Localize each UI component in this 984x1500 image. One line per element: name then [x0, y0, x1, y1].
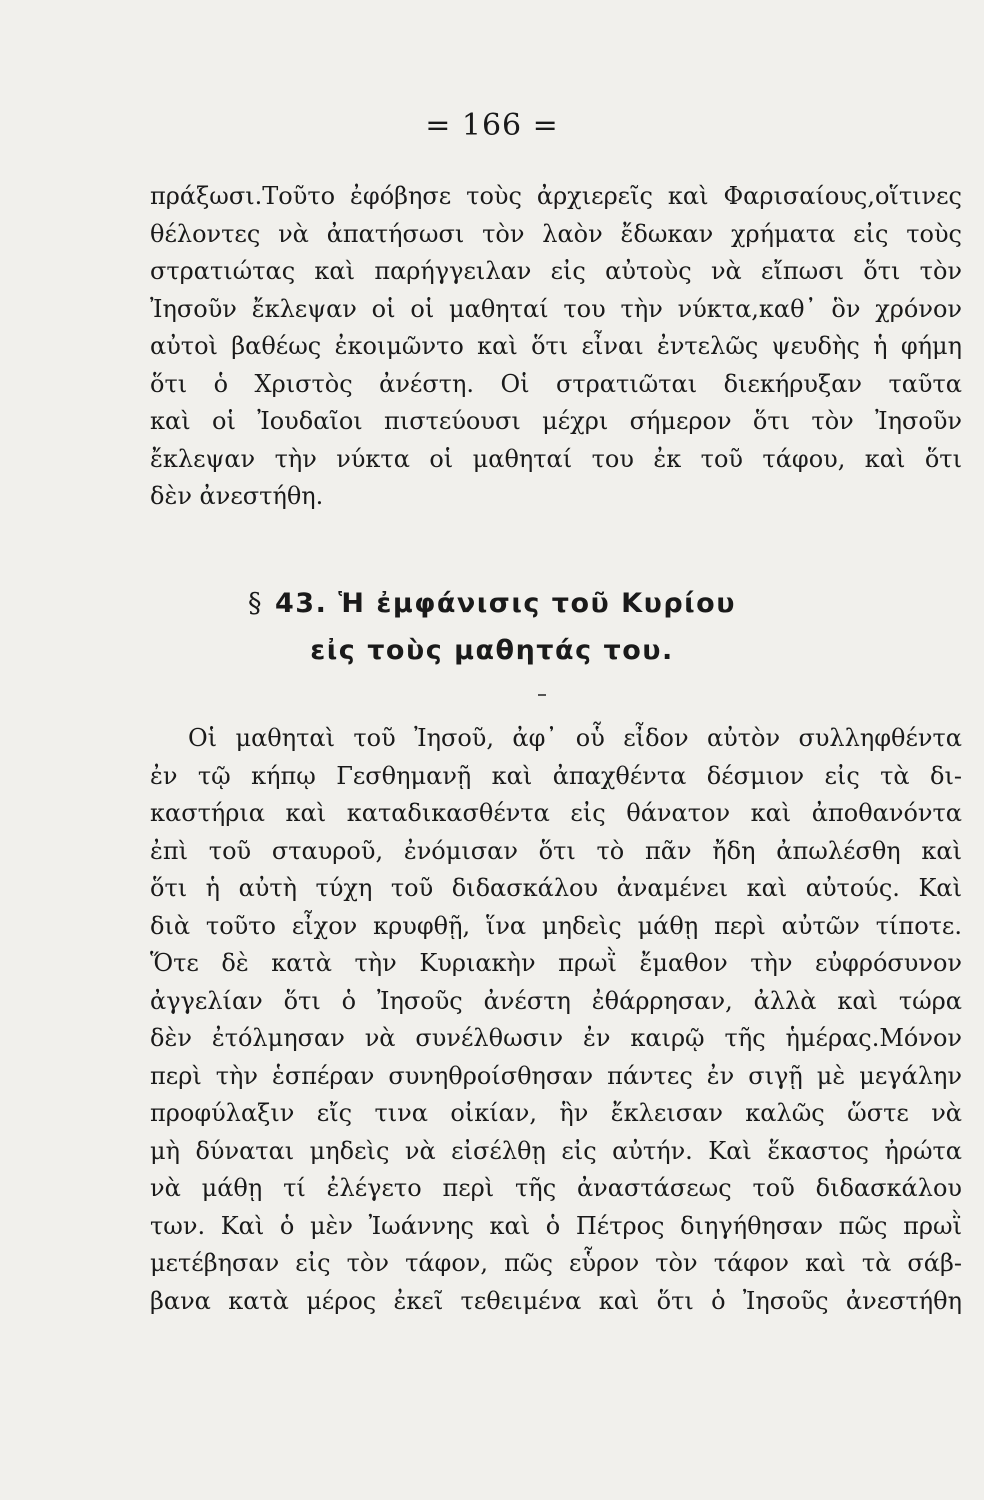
text-line: αὐτοὶ βαθέως ἐκοιμῶντο καὶ ὅτι εἶναι ἐντελῶς ψευδὴς ἡ φήμη [150, 332, 962, 360]
section-title-line-2: εἰς τοὺς μαθητάς του. [310, 635, 674, 666]
text-line: περὶ τὴν ἑσπέραν συνηθροίσθησαν πάντες ἐν σιγῇ μὲ μεγάλην [150, 1061, 962, 1090]
paragraph-1 [150, 178, 962, 516]
section-heading [0, 588, 984, 619]
text-line: πράξωσι.Τοῦτο ἐφόβησε τοὺς ἀρχιερεῖς καὶ Φαρισαίους,οἵτινες [150, 182, 962, 210]
text-line: Ἰησοῦν ἔκλεψαν οἱ οἱ μαθηταί του τὴν νύκτα,καθ᾽ ὃν χρόνον [150, 294, 962, 323]
text-line: καστήρια καὶ καταδικασθέντα εἰς θάνατον καὶ ἀποθανόντα [150, 799, 962, 827]
text-line: θέλοντες νὰ ἀπατήσωσι τὸν λαὸν ἔδωκαν χρήματα εἰς τοὺς [150, 219, 962, 248]
text-line: βανα κατὰ μέρος ἐκεῖ τεθειμένα καὶ ὅτι ὁ Ἰησοῦς ἀνεστήθη [150, 1286, 962, 1315]
text-line: ἐν τῷ κήπῳ Γεσθημανῇ καὶ ἀπαχθέντα δέσμιον εἰς τὰ δι- [150, 761, 962, 790]
text-line: νὰ μάθῃ τί ἐλέγετο περὶ τῆς ἀναστάσεως τοῦ διδασκάλου [150, 1174, 962, 1202]
section-heading-continued [0, 635, 984, 666]
text-line: ἐπὶ τοῦ σταυροῦ, ἐνόμισαν ὅτι τὸ πᾶν ἤδη ἀπωλέσθη καὶ [150, 836, 962, 865]
text-line: Οἱ μαθηταὶ τοῦ Ἰησοῦ, ἀφ᾽ οὗ εἶδον αὐτὸν συλληφθέντα [188, 724, 962, 752]
text-line: ἀγγελίαν ὅτι ὁ Ἰησοῦς ἀνέστη ἐθάρρησαν, ἀλλὰ καὶ τώρα [150, 986, 962, 1015]
paragraph-2 [150, 720, 962, 1320]
text-line: ὅτι ὁ Χριστὸς ἀνέστη. Οἱ στρατιῶται διεκήρυξαν ταῦτα [150, 369, 962, 398]
text-line: μετέβησαν εἰς τὸν τάφον, πῶς εὗρον τὸν τάφον καὶ τὰ σάβ- [150, 1249, 962, 1277]
text-line: των. Καὶ ὁ μὲν Ἰωάννης καὶ ὁ Πέτρος διηγήθησαν πῶς πρωῒ [150, 1211, 962, 1240]
text-line: προφύλαξιν εἴς τινα οἰκίαν, ἣν ἔκλεισαν καλῶς ὥστε νὰ [150, 1099, 962, 1127]
text-line: ἔκλεψαν τὴν νύκτα οἱ μαθηταί του ἐκ τοῦ τάφου, καὶ ὅτι [150, 444, 962, 473]
text-line: δὲν ἀνεστήθη. [150, 482, 324, 510]
text-line: μὴ δύναται μηδεὶς νὰ εἰσέλθῃ εἰς αὐτήν. Καὶ ἕκαστος ἠρώτα [150, 1136, 962, 1165]
section-title-line-1: 43. Ἡ ἐμφάνισις τοῦ Κυρίου [275, 588, 736, 619]
text-line: στρατιώτας καὶ παρήγγειλαν εἰς αὐτοὺς νὰ εἴπωσι ὅτι τὸν [150, 257, 962, 285]
text-line: δὲν ἐτόλμησαν νὰ συνέλθωσιν ἐν καιρῷ τῆς ἡμέρας.Μόνον [150, 1024, 962, 1052]
text-line: καὶ οἱ Ἰουδαῖοι πιστεύουσι μέχρι σήμερον ὅτι τὸν Ἰησοῦν [150, 407, 962, 435]
section-sign: § [248, 588, 264, 619]
printer-mark [538, 694, 546, 696]
text-line: διὰ τοῦτο εἶχον κρυφθῇ, ἵνα μηδεὶς μάθῃ περὶ αὐτῶν τίποτε. [150, 911, 962, 940]
text-line: Ὅτε δὲ κατὰ τὴν Κυριακὴν πρωῒ ἔμαθον τὴν εὐφρόσυνον [150, 949, 962, 977]
text-line: ὅτι ἡ αὐτὴ τύχη τοῦ διδασκάλου ἀναμένει καὶ αὐτούς. Καὶ [150, 874, 962, 902]
page-number: = 166 = [425, 108, 559, 143]
